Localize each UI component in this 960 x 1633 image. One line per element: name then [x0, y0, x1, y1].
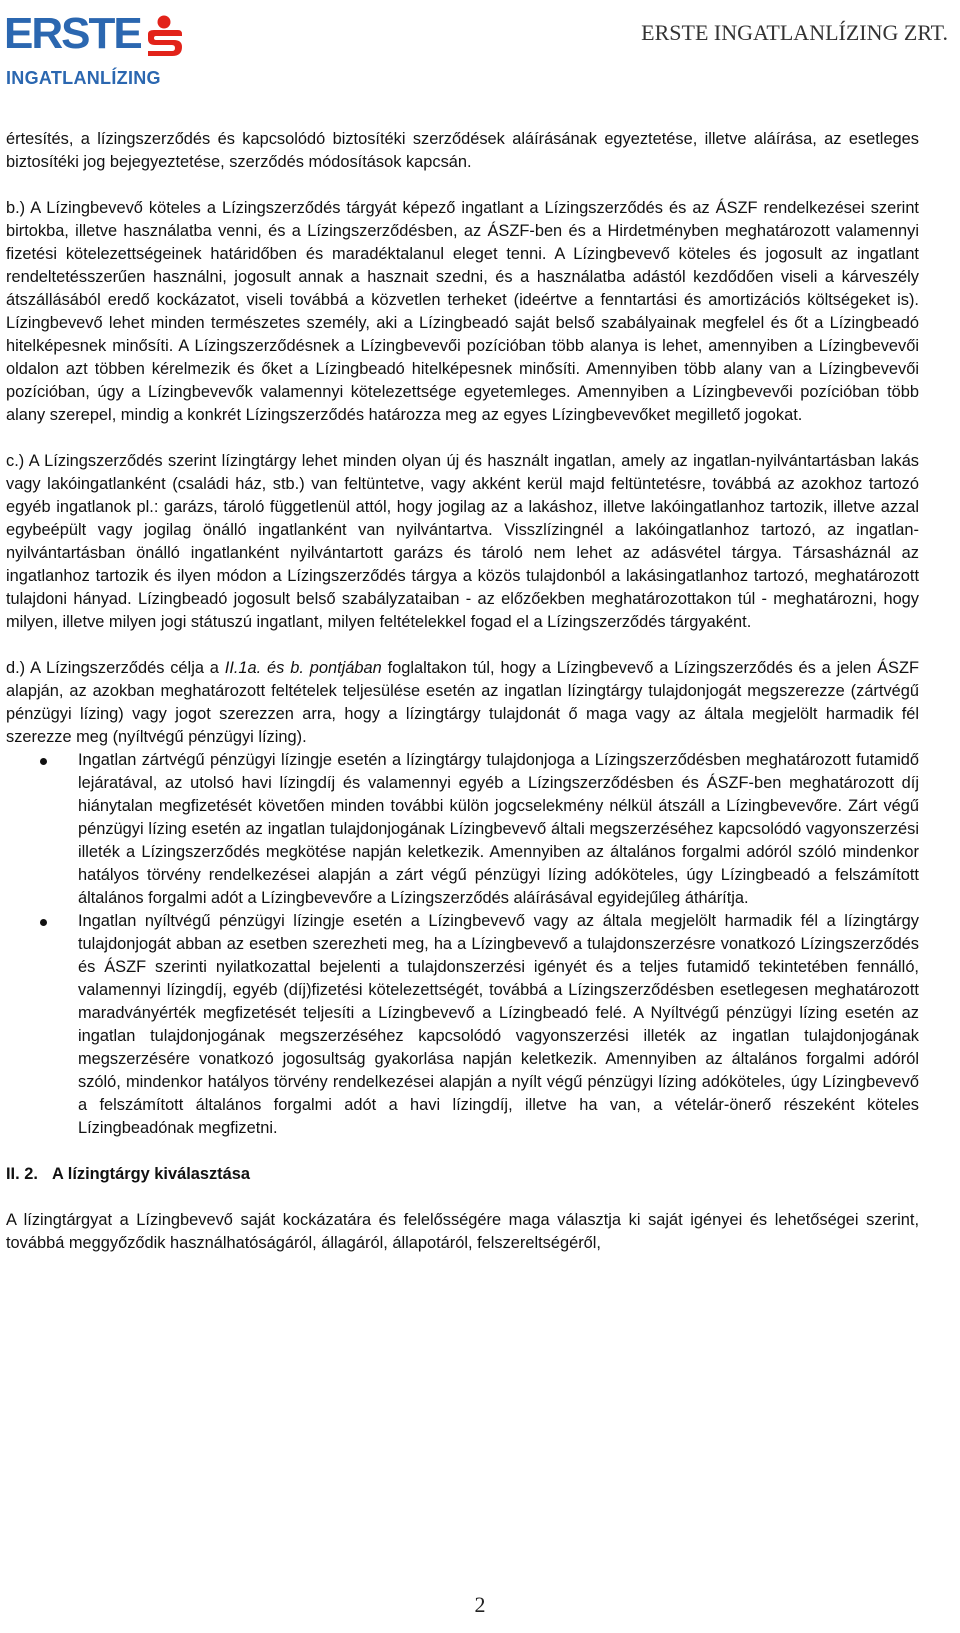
paragraph-b: b.) A Lízingbevevő köteles a Lízingszerződés tárgyát képező ingatlant a Lízingszerződés és az ÁSZF rendelkezései szerint birtokba, illetve használatba venni, és a Lízingszerződésben, az ÁSZF-ben és a Hirdetményben meghatározott valamennyi fizetési kötelezettségeinek határidőben és maradéktalanul eleget tenni. A Lízingbevevő köteles és jogosult az ingatlant rendeltetésszerűen használni, jogosult annak a hasznait szedni, és a használatba adástól kezdődően viseli a kárveszély átszállásából eredő kockázatot, viseli továbbá a közvetlen terheket (ideértve a fenntartási és amortizációs költségeket is). Lízingbevevő lehet minden természetes személy, aki a Lízingbeadó saját belső szabályainak megfelel és őt a Lízingbeadó hitelképesnek minősíti. A Lízingszerződésnek a Lízingbevevői pozícióban több alanya is lehet, amennyiben a Lízingbevevői oldalon azt többen kérelmezik és őket a Lízingbeadó hitelképesnek minősíti. Amennyiben több alany van a Lízingbevevői pozícióban, úgy a Lízingbevevők valamennyi kötelezettsége egyetemleges. Amennyiben a Lízingbevevői pozícióban több alany szerepel, mindig a konkrét Lízingszerződés határozza meg az egyes Lízingbevevőket megillető jogokat.	[6, 199, 919, 424]
erste-s-icon	[142, 14, 186, 58]
list-item	[6, 749, 919, 910]
paragraph-d-reference: II.1a. és b. pontjában	[224, 659, 382, 677]
logo-subtitle: INGATLANLÍZING	[6, 68, 161, 88]
bullet-icon	[40, 758, 47, 765]
paragraph-intro: értesítés, a lízingszerződés és kapcsolódó biztosítéki szerződések aláírásának egyeztetése, illetve aláírása, az esetleges biztosítéki jog bejegyeztetése, szerződés módosítások kapcsán.	[6, 130, 919, 171]
page-number: 2	[474, 1592, 486, 1617]
paragraph-c: c.) A Lízingszerződés szerint lízingtárgy lehet minden olyan új és használt ingatlan, amely az ingatlan-nyilvántartásban lakás vagy lakóingatlanként (családi ház, stb.) van feltüntetve, vagy akként kerül majd feltüntetésre, továbbá az azokhoz tartozó egyéb ingatlanok pl.: garázs, tároló függetlenül attól, hogy jogilag az a lakáshoz, illetve lakóingatlanhoz tartozik, illetve azzal egybeépült vagy jogilag önálló ingatlanként van nyilvántartva. Visszlízingnél a lakóingatlanhoz tartozó, az ingatlan-nyilvántartásban önálló ingatlanként nyilvántartott garázs és tároló nem lehet az adásvétel tárgya. Társasháznál az ingatlanhoz tartozik és ilyen módon a Lízingszerződés tárgya a közös tulajdonból a lakásingatlanhoz tartozó, meghatározott tulajdoni hányad. Lízingbeadó jogosult belső szabályzataiban - az előzőekben meghatározottakon túl - meghatározni, hogy milyen, illetve milyen jogi státuszú ingatlant, milyen feltételekkel fogad el a Lízingszerződés tárgyaként.	[6, 452, 919, 631]
document-body	[6, 128, 919, 1255]
list-item-text: Ingatlan nyíltvégű pénzügyi lízingje esetén a Lízingbevevő vagy az általa megjelölt harmadik fél a lízingtárgy tulajdonjogát abban az esetben szerezheti meg, ha a Lízingbevevő a tulajdonszerzésre vonatkozó Lízingszerződés és ÁSZF szerinti nyilatkozattal bejelenti a tulajdonszerzési igényét és a teljes futamidő tekintetében fennálló, valamennyi lízingdíj, egyéb (díj)fizetési kötelezettségét, továbbá a Lízingszerződésben esetlegesen meghatározott maradványérték megfizetését teljesíti a Lízingbevevő a Lízingbeadó felé. A Nyíltvégű pénzügyi lízing esetén az ingatlan tulajdonjogának megszerzéséhez kapcsolódó vagyonszerzési illeték az ingatlan tulajdonjogának megszerzésére vonatkozó jogosultság gyakorlása napján keletkezik. Amennyiben az általános forgalmi adóról szóló, mindenkor hatályos törvény rendelkezései alapján a nyílt végű pénzügyi lízing adóköteles, úgy Lízingbevevő a felszámított általános forgalmi adót a havi lízingdíj, illetve ha van, a vételár-önerő részeként köteles Lízingbeadónak megfizetni.	[78, 912, 919, 1137]
bullet-icon	[40, 919, 47, 926]
paragraph-last: A lízingtárgyat a Lízingbevevő saját kockázatára és felelősségére maga választja ki saját igényei és lehetőségei szerint, továbbá meggyőződik használhatóságáról, állagáról, állapotáról, felszereltségéről,	[6, 1211, 919, 1252]
logo-wordmark: ERSTE	[4, 9, 141, 58]
section-heading	[6, 1163, 919, 1186]
paragraph-d	[6, 657, 919, 749]
list-item-text: Ingatlan zártvégű pénzügyi lízingje esetén a lízingtárgy tulajdonjoga a Lízingszerződésben meghatározott futamidő lejáratával, az utolsó havi lízingdíj és valamennyi egyéb a Lízingszerződésben és ÁSZF-ben meghatározott díj hiánytalan megfizetését követően minden további külön jogcselekmény nélkül átszáll a Lízingbevevőre. Zárt végű pénzügyi lízing esetén az ingatlan tulajdonjogának Lízingbevevő általi megszerzéséhez kapcsolódó vagyonszerzési illeték a Lízingszerződés megkötése napján keletkezik. Amennyiben az általános forgalmi adóról szóló mindenkor hatályos törvény rendelkezései alapján a zárt végű pénzügyi lízing adóköteles, úgy Lízingbeadó a felszámított általános forgalmi adót a Lízingbevevőre a Lízingszerződés aláírásával egyidejűleg áthárítja.	[78, 751, 919, 907]
paragraph-d-end: foglaltakon túl, hogy a Lízingbevevő a Lízingszerződés és a jelen ÁSZF alapján, az azokban meghatározott feltételek teljesülése esetén az ingatlan lízingtárgy tulajdonjogát megszerezze (zártvégű pénzügyi lízing) vagy jogot szerezzen arra, hogy a lízingtárgy tulajdonát ő maga vagy az általa megjelölt harmadik fél szerezze meg (nyíltvégű pénzügyi lízing).	[6, 659, 919, 746]
section-number: II. 2.	[6, 1165, 38, 1183]
section-title: A lízingtárgy kiválasztása	[52, 1165, 250, 1183]
header-company-name: ERSTE INGATLANLÍZING ZRT.	[641, 20, 948, 45]
bullet-list	[6, 749, 919, 1140]
list-item	[6, 910, 919, 1140]
erste-logo	[4, 8, 184, 86]
paragraph-d-start: d.) A Lízingszerződés célja a	[6, 659, 225, 677]
